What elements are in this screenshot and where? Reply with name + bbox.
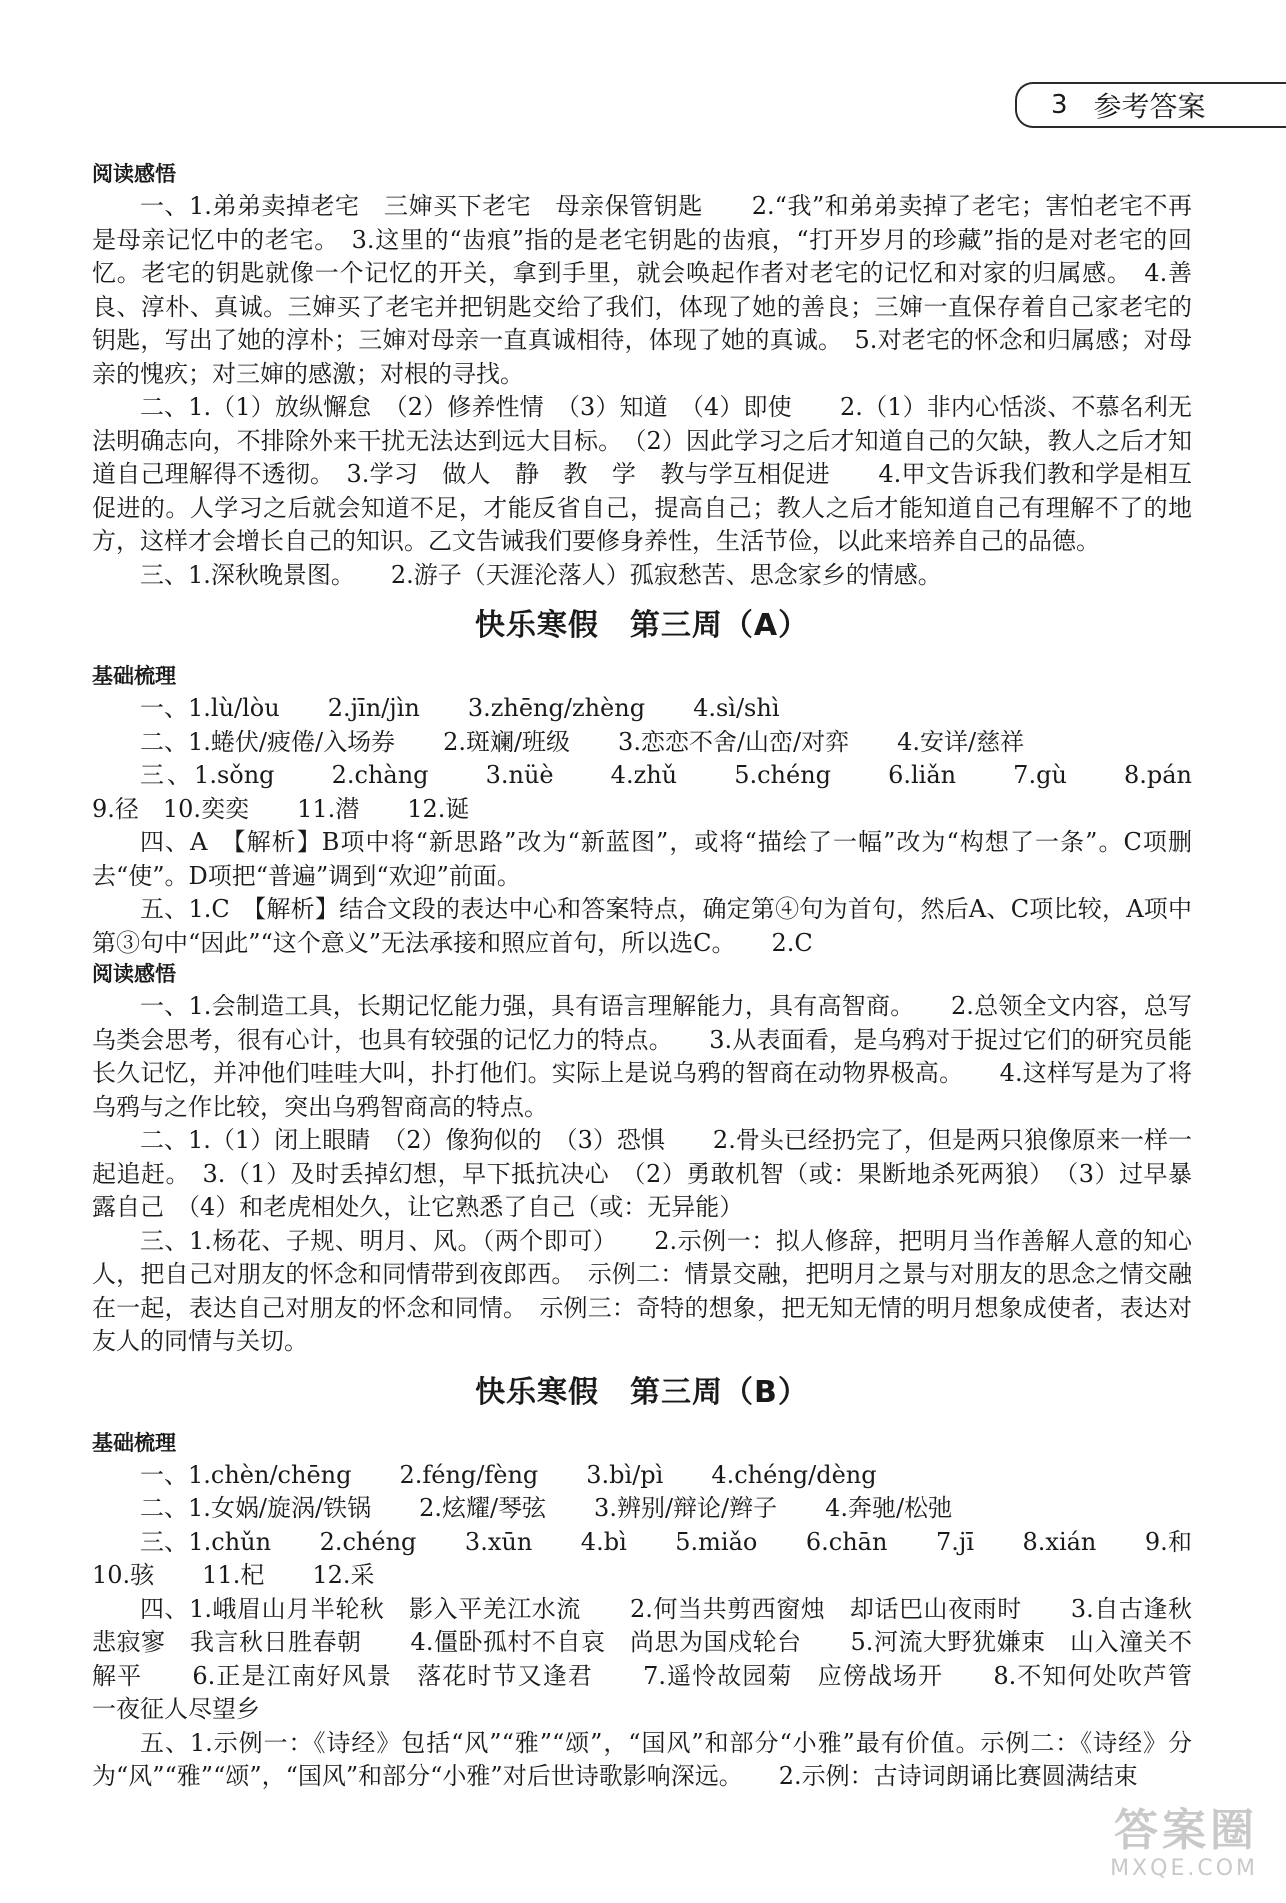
answer-paragraph: 五、1.C 【解析】结合文段的表达中心和答案特点，确定第④句为首句，然后A、C项比较，A项中第③句中“因此”“这个意义”无法承接和照应首句，所以选C。 2.C <box>92 895 1192 957</box>
watermark <box>1008 1806 1258 1881</box>
answer-paragraph: 二、1.（1）放纵懈怠 （2）修养性情 （3）知道 （4）即使 2.（1）非内心恬淡、不慕名利无法明确志向，不排除外来干扰无法达到远大目标。 （2）因此学习之后才知道自己的欠缺，教人之后才知道自己理解得不透彻。 3.学习 做人 静 教 学 教与学互相促进 4.甲文告诉我们教和学是相互促进的。人学习之后就会知道不足，才能反省自己，提高自己；教人之后才能知道自己有理解不了的地方，这样才会增长自己的知识。乙文告诫我们要修身养性，生活节俭，以此来培养自己的品德。 <box>92 393 1192 555</box>
answer-paragraph: 一、1.会制造工具，长期记忆能力强，具有语言理解能力，具有高智商。 2.总领全文内容，总写乌类会思考，很有心计，也具有较强的记忆力的特点。 3.从表面看，是乌鸦对于捉过它们的研究员能长久记忆，并冲他们哇哇大叫，扑打他们。实际上是说乌鸦的智商在动物界极高。 4.这样写是为了将乌鸦与之作比较，突出乌鸦智商高的特点。 <box>92 992 1192 1121</box>
answer-paragraph: 四、A 【解析】B项中将“新思路”改为“新蓝图”，或将“描绘了一幅”改为“构想了一条”。C项删去“使”。D项把“普遍”调到“欢迎”前面。 <box>92 828 1192 890</box>
section-label: 阅读感悟 <box>92 162 176 186</box>
page-header-tag <box>1015 82 1286 128</box>
section-label: 基础梳理 <box>92 664 176 688</box>
week-heading: 快乐寒假 第三周（B） <box>475 1374 809 1410</box>
week-heading: 快乐寒假 第三周（A） <box>474 608 810 643</box>
answer-content <box>92 160 1240 1794</box>
answer-paragraph: 五、1.示例一：《诗经》包括“风”“雅”“颂”，“国风”和部分“小雅”最有价值。示例二：《诗经》分为“风”“雅”“颂”，“国风”和部分“小雅”对后世诗歌影响深远。 2.示例：古诗词朗诵比赛圆满结束 <box>92 1728 1192 1790</box>
answer-paragraph: 一、1.弟弟卖掉老宅 三婶买下老宅 母亲保管钥匙 2.“我”和弟弟卖掉了老宅；害怕老宅不再是母亲记忆中的老宅。 3.这里的“齿痕”指的是老宅钥匙的齿痕，“打开岁月的珍藏”指的是对老宅的回忆。老宅的钥匙就像一个记忆的开关，拿到手里，就会唤起作者对老宅的记忆和对家的归属感。 4.善良、淳朴、真诚。三婶买了老宅并把钥匙交给了我们，体现了她的善良；三婶一直保存着自己家老宅的钥匙，写出了她的淳朴；三婶对母亲一直真诚相待，体现了她的真诚。 5.对老宅的怀念和归属感；对母亲的愧疚；对三婶的感激；对根的寻找。 <box>92 192 1192 388</box>
header-title: 参考答案 <box>1093 90 1206 123</box>
answer-paragraph: 一、1.chèn/chēng 2.féng/fèng 3.bì/pì 4.chéng/dèng <box>140 1460 877 1489</box>
section-label: 基础梳理 <box>92 1430 176 1455</box>
answer-paragraph: 一、1.lù/lòu 2.jīn/jìn 3.zhēng/zhèng 4.sì/shì <box>140 694 780 722</box>
section-label: 阅读感悟 <box>92 962 176 986</box>
watermark-main: 答案圈 <box>1114 1805 1258 1856</box>
answer-paragraph: 二、1.（1）闭上眼睛 （2）像狗似的 （3）恐惧 2.骨头已经扔完了，但是两只狼像原来一样一起追赶。 3.（1）及时丢掉幻想，早下抵抗决心 （2）勇敢机智（或：果断地杀死两狼） （3）过早暴露自己 （4）和老虎相处久，让它熟悉了自己（或：无异能） <box>92 1126 1192 1221</box>
answer-paragraph: 三、1.杨花、子规、明月、风。（两个即可） 2.示例一：拟人修辞，把明月当作善解人意的知心人，把自己对朋友的怀念和同情带到夜郎西。 示例二：情景交融，把明月之景与对朋友的思念之情交融在一起，表达自己对朋友的怀念和同情。 示例三：奇特的想象，把无知无情的明月想象成使者，表达对友人的同情与关切。 <box>92 1226 1192 1355</box>
answer-paragraph: 二、1.蜷伏/疲倦/入场券 2.斑斓/班级 3.恋恋不舍/山峦/对弈 4.安详/慈祥 <box>140 727 1025 756</box>
answer-paragraph: 四、1.峨眉山月半轮秋 影入平羌江水流 2.何当共剪西窗烛 却话巴山夜雨时 3.自古逢秋悲寂寥 我言秋日胜春朝 4.僵卧孤村不自哀 尚思为国戍轮台 5.河流大野犹嫌束 山入潼关不解平 6.正是江南好风景 落花时节又逢君 7.遥怜故园菊 应傍战场开 8.不知何处吹芦管 一夜征人尽望乡 <box>92 1594 1216 1723</box>
page-number: 3 <box>1051 90 1068 120</box>
answer-paragraph: 二、1.女娲/旋涡/铁锅 2.炫耀/琴弦 3.辨别/辩论/辫子 4.奔驰/松弛 <box>140 1494 953 1522</box>
answer-paragraph: 三、1.sǒng 2.chàng 3.nüè 4.zhǔ 5.chéng 6.liǎn 7.gù 8.pán 9.径 10.奕奕 11.潜 12.诞 <box>92 761 1240 823</box>
answer-paragraph: 三、1.深秋晚景图。 2.游子（天涯沦落人）孤寂愁苦、思念家乡的情感。 <box>140 560 942 589</box>
answer-paragraph: 三、1.chǔn 2.chéng 3.xūn 4.bì 5.miǎo 6.chān 7.jī 8.xián 9.和 10.骇 11.杞 12.采 <box>92 1527 1216 1589</box>
watermark-domain: MXQE.COM <box>1110 1856 1258 1881</box>
